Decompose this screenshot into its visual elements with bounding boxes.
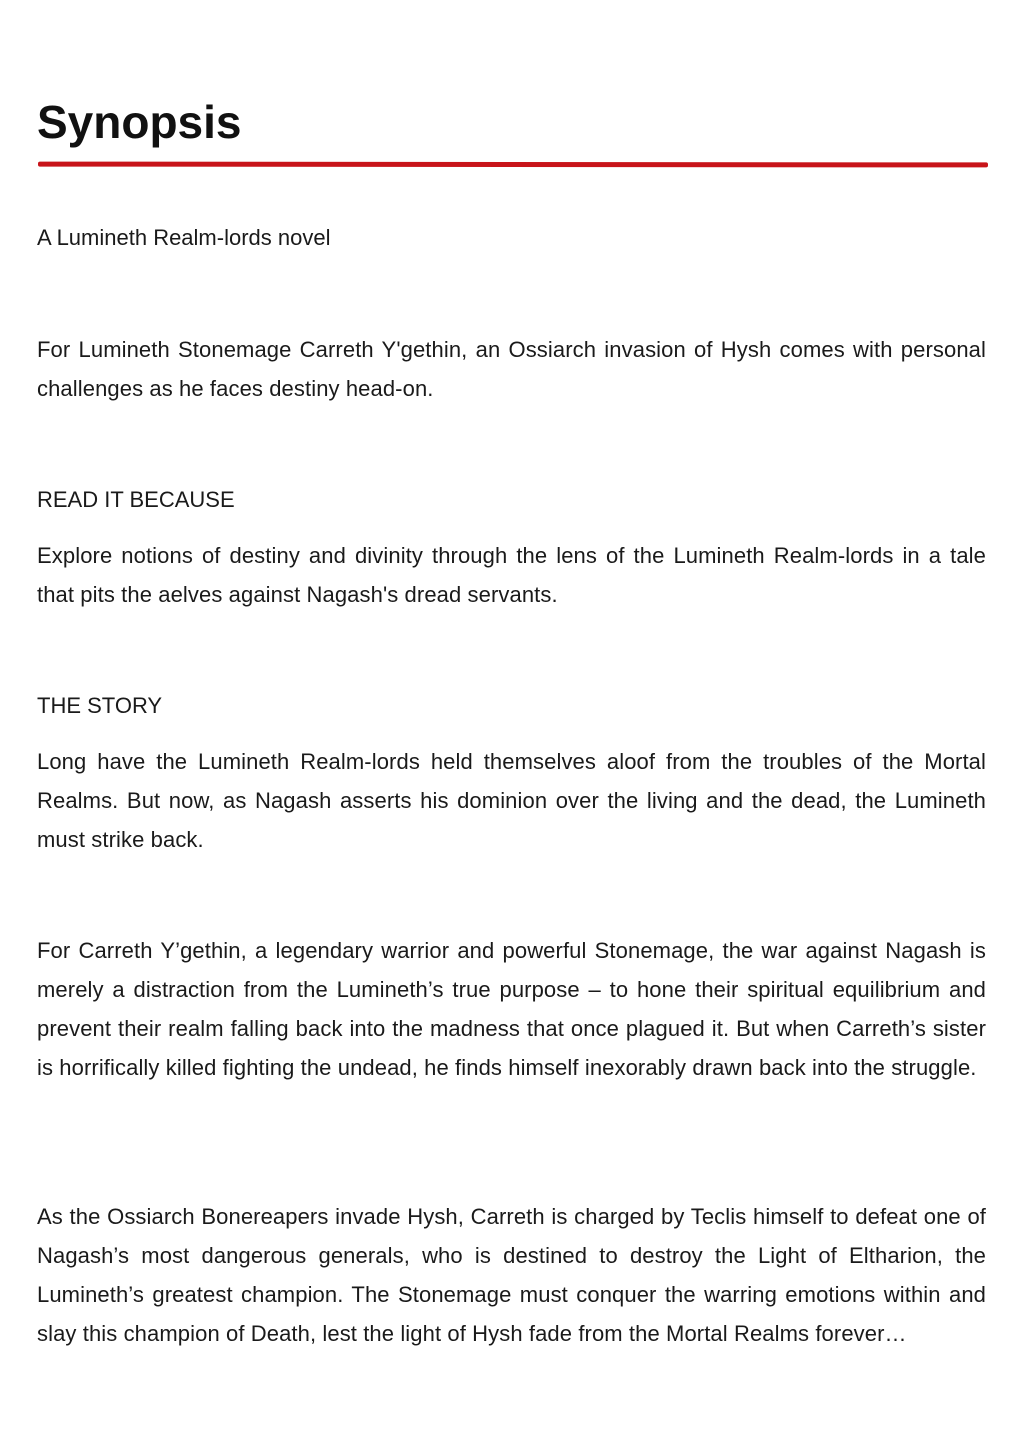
- subtitle: A Lumineth Realm-lords novel: [37, 225, 331, 250]
- story-paragraph-1: Long have the Lumineth Realm-lords held themselves aloof from the troubles of the Mortal Realms. But now, as Nagash asserts his dominion over the living and the dead, the Lumineth must strike back.: [37, 749, 986, 852]
- intro-paragraph: For Lumineth Stonemage Carreth Y'gethin, an Ossiarch invasion of Hysh comes with personal challenges as he faces destiny head-on.: [37, 337, 986, 401]
- read-it-because-heading: READ IT BECAUSE: [37, 487, 235, 512]
- title-divider: [38, 162, 988, 168]
- the-story-heading: THE STORY: [37, 693, 163, 718]
- story-paragraph-2: For Carreth Y’gethin, a legendary warrior and powerful Stonemage, the war against Nagash is merely a distraction from the Lumineth’s true purpose – to hone their spiritual equilibrium and prevent their realm falling back into the madness that once plagued it. But when Carreth’s sister is horrifically killed fighting the undead, he finds himself inexorably drawn back into the struggle.: [37, 938, 986, 1080]
- read-it-because-paragraph: Explore notions of destiny and divinity through the lens of the Lumineth Realm-lords in a tale that pits the aelves against Nagash's dread servants.: [37, 543, 986, 607]
- page-title: Synopsis: [37, 96, 242, 148]
- story-paragraph-3: As the Ossiarch Bonereapers invade Hysh, Carreth is charged by Teclis himself to defeat one of Nagash’s most dangerous generals, who is destined to destroy the Light of Eltharion, the Lumineth’s greatest champion. The Stonemage must conquer the warring emotions within and slay this champion of Death, lest the light of Hysh fade from the Mortal Realms forever…: [37, 1204, 986, 1346]
